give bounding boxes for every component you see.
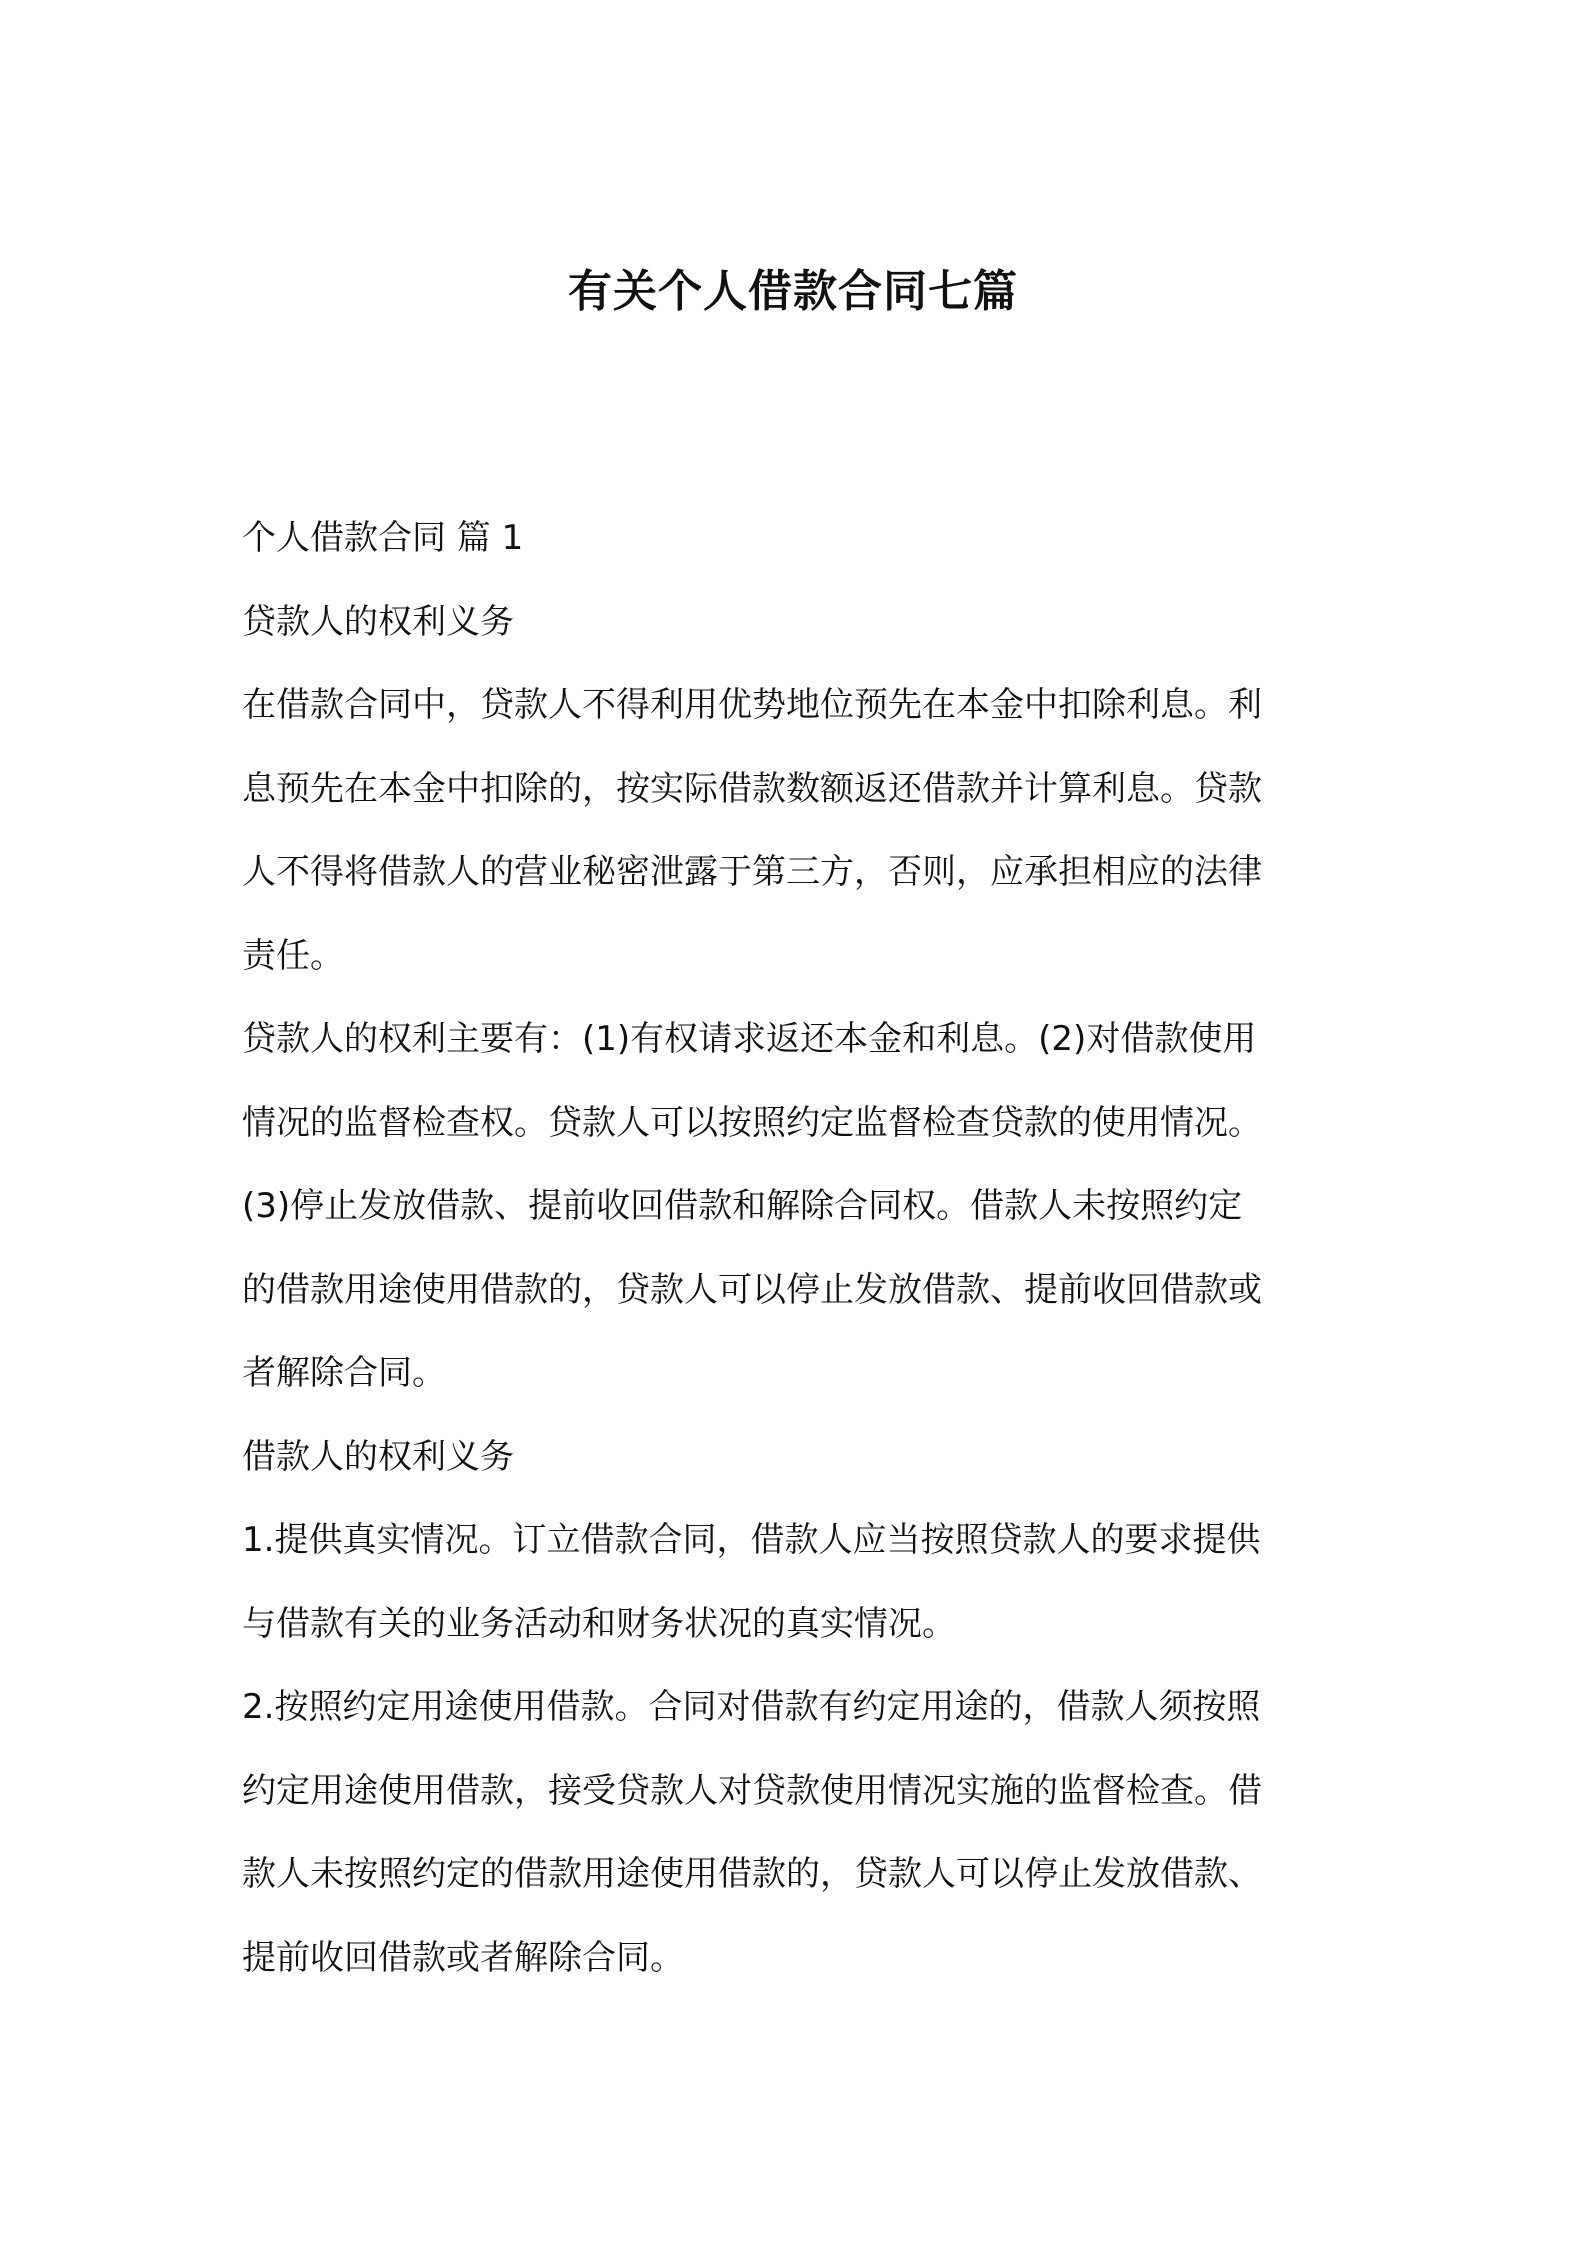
paragraph-line: 者解除合同。 bbox=[242, 1353, 446, 1393]
paragraph-line: 在借款合同中，贷款人不得利用优势地位预先在本金中扣除利息。利 bbox=[242, 685, 1262, 725]
paragraph-line: 提前收回借款或者解除合同。 bbox=[242, 1937, 684, 1978]
paragraph-line: 约定用途使用借款，接受贷款人对贷款使用情况实施的监督检查。借 bbox=[242, 1770, 1262, 1811]
paragraph-line: 人不得将借款人的营业秘密泄露于第三方，否则，应承担相应的法律 bbox=[242, 852, 1262, 892]
document-body bbox=[242, 497, 1358, 2000]
paragraph-line: 款人未按照约定的借款用途使用借款的，贷款人可以停止发放借款、 bbox=[242, 1854, 1262, 1894]
subsection-heading: 借款人的权利义务 bbox=[242, 1436, 514, 1477]
paragraph-line: 与借款有关的业务活动和财务状况的真实情况。 bbox=[242, 1603, 956, 1644]
paragraph-line: 2.按照约定用途使用借款。合同对借款有约定用途的，借款人须按照 bbox=[242, 1687, 1261, 1727]
section-heading: 个人借款合同 篇 1 bbox=[242, 518, 524, 558]
paragraph-line: 的借款用途使用借款的，贷款人可以停止发放借款、提前收回借款或 bbox=[242, 1269, 1262, 1310]
paragraph-line: 责任。 bbox=[242, 935, 344, 976]
paragraph-line: 息预先在本金中扣除的，按实际借款数额返还借款并计算利息。贷款 bbox=[242, 768, 1262, 809]
document-title: 有关个人借款合同七篇 bbox=[568, 266, 1018, 317]
paragraph-line: 情况的监督检查权。贷款人可以按照约定监督检查贷款的使用情况。 bbox=[242, 1102, 1262, 1143]
subsection-heading: 贷款人的权利义务 bbox=[242, 601, 514, 642]
paragraph-line: 1.提供真实情况。订立借款合同，借款人应当按照贷款人的要求提供 bbox=[242, 1520, 1261, 1560]
paragraph-line: 贷款人的权利主要有：(1)有权请求返还本金和利息。(2)对借款使用 bbox=[242, 1019, 1257, 1059]
paragraph-line: (3)停止发放借款、提前收回借款和解除合同权。借款人未按照约定 bbox=[242, 1186, 1243, 1226]
